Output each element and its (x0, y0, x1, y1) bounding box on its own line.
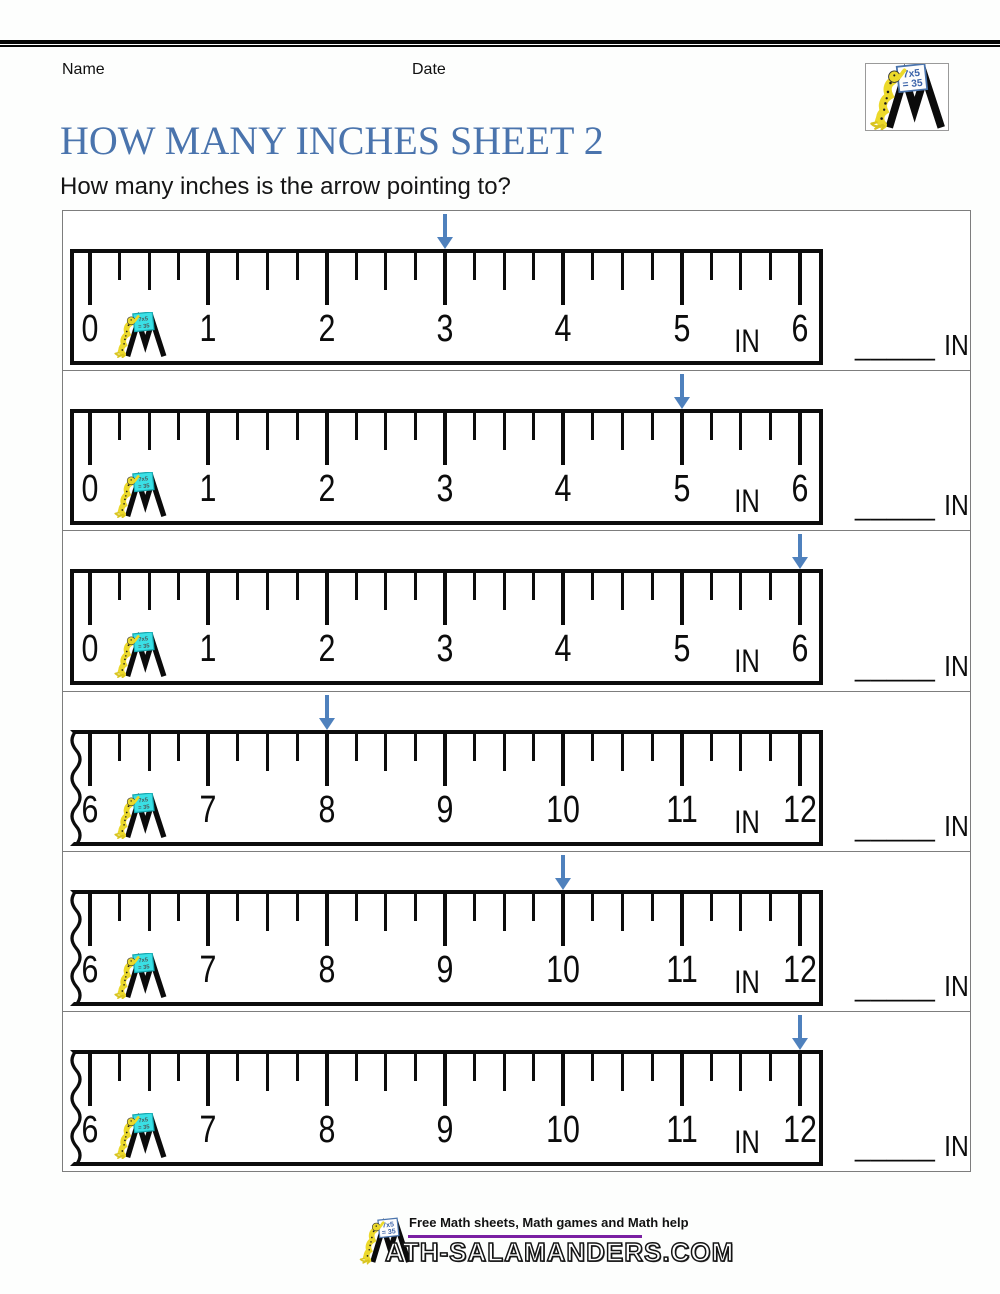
arrow-down-icon (792, 1015, 808, 1050)
tick-inch (680, 253, 684, 305)
tick-inch (325, 894, 329, 946)
answer-blank-line: _____ (855, 1131, 936, 1163)
tick-half-inch (266, 253, 269, 290)
tick-half-inch (503, 1054, 506, 1091)
arrow-down-icon (319, 695, 335, 730)
tick-quarter-inch (296, 253, 299, 280)
tick-quarter-inch (591, 894, 594, 921)
tick-inch (561, 573, 565, 625)
tick-inch (88, 734, 92, 786)
answer-unit-label: IN (944, 650, 970, 683)
svg-text:7x5: 7x5 (381, 1221, 395, 1230)
ruler-number: 10 (546, 1108, 581, 1151)
tick-half-inch (266, 894, 269, 931)
tick-quarter-inch (651, 253, 654, 280)
tick-half-inch (739, 734, 742, 771)
ruler-number: 0 (81, 308, 99, 350)
answer-blank-line: _____ (855, 650, 936, 682)
tick-quarter-inch (355, 413, 358, 440)
answer-unit-label: IN (944, 970, 970, 1003)
page-subtitle: How many inches is the arrow pointing to? (60, 173, 511, 200)
answer-area (855, 970, 971, 1003)
tick-half-inch (503, 894, 506, 931)
tick-quarter-inch (177, 413, 180, 440)
tick-inch (325, 413, 329, 465)
tick-inch (206, 573, 210, 625)
ruler-number: 6 (791, 308, 809, 350)
ruler-number: 4 (554, 468, 572, 511)
tick-inch (443, 573, 447, 625)
ruler-unit-label: IN (734, 483, 760, 520)
tick-inch (680, 894, 684, 946)
tick-quarter-inch (710, 1054, 713, 1081)
tick-quarter-inch (355, 1054, 358, 1081)
tick-quarter-inch (236, 253, 239, 280)
ruler-number: 3 (436, 308, 454, 350)
tick-quarter-inch (591, 573, 594, 600)
arrow-stem (680, 374, 684, 397)
tick-quarter-inch (473, 894, 476, 921)
ruler (70, 569, 823, 685)
tick-quarter-inch (710, 894, 713, 921)
tick-inch (325, 253, 329, 305)
ruler-number: 11 (665, 788, 698, 831)
ruler-number: 8 (318, 1108, 336, 1151)
tick-inch (798, 253, 802, 305)
ruler-number: 12 (783, 948, 817, 991)
tick-quarter-inch (473, 1054, 476, 1081)
ruler-number: 9 (436, 788, 454, 831)
tick-inch (443, 1054, 447, 1106)
answer-unit-label: IN (944, 1131, 970, 1164)
tick-half-inch (148, 573, 151, 610)
tick-inch (88, 413, 92, 465)
ruler-unit-label: IN (734, 1123, 760, 1160)
tick-quarter-inch (296, 413, 299, 440)
tick-quarter-inch (118, 1054, 121, 1081)
tick-quarter-inch (473, 573, 476, 600)
tick-quarter-inch (769, 734, 772, 761)
tick-inch (443, 894, 447, 946)
tick-half-inch (384, 734, 387, 771)
answer-area (855, 810, 971, 843)
ruler (70, 730, 823, 846)
worksheet-body (62, 210, 971, 1172)
tick-quarter-inch (651, 734, 654, 761)
svg-text:7x5: 7x5 (138, 796, 149, 804)
ruler-row (63, 371, 970, 531)
tick-inch (206, 894, 210, 946)
ruler-unit-label: IN (734, 643, 760, 680)
tick-inch (88, 1054, 92, 1106)
tick-quarter-inch (296, 894, 299, 921)
svg-text:= 35: = 35 (381, 1228, 397, 1237)
tick-quarter-inch (414, 1054, 417, 1081)
ruler (70, 1050, 823, 1166)
tick-quarter-inch (355, 894, 358, 921)
ruler-number: 5 (673, 628, 691, 671)
arrow-stem (443, 214, 447, 237)
ruler-number: 0 (81, 628, 99, 671)
ruler-row (63, 692, 970, 852)
tick-quarter-inch (591, 413, 594, 440)
arrow-head (319, 718, 335, 730)
tick-quarter-inch (769, 894, 772, 921)
tick-quarter-inch (236, 413, 239, 440)
salamander-logo-icon (110, 953, 170, 999)
tick-half-inch (621, 1054, 624, 1091)
tick-inch (88, 573, 92, 625)
tick-quarter-inch (591, 734, 594, 761)
tick-half-inch (384, 413, 387, 450)
tick-inch (798, 413, 802, 465)
tick-quarter-inch (532, 734, 535, 761)
svg-text:= 35: = 35 (138, 323, 150, 331)
svg-text:= 35: = 35 (138, 964, 150, 972)
ruler-number: 6 (81, 1108, 99, 1151)
ruler-number: 8 (318, 788, 336, 831)
ruler-number: 4 (554, 308, 572, 350)
tick-quarter-inch (769, 573, 772, 600)
answer-area (855, 650, 971, 683)
tick-quarter-inch (473, 734, 476, 761)
arrow-stem (798, 1015, 802, 1038)
tick-inch (88, 894, 92, 946)
tick-quarter-inch (177, 894, 180, 921)
arrow-head (437, 237, 453, 249)
tick-inch (561, 413, 565, 465)
ruler-number: 7 (199, 788, 217, 831)
tick-inch (561, 1054, 565, 1106)
ruler-number: 4 (554, 628, 572, 671)
svg-text:= 35: = 35 (138, 483, 150, 491)
ruler-row (63, 211, 970, 371)
ruler (70, 890, 823, 1006)
tick-quarter-inch (296, 1054, 299, 1081)
tick-half-inch (148, 734, 151, 771)
tick-half-inch (266, 573, 269, 610)
tick-inch (798, 1054, 802, 1106)
salamander-logo-icon (110, 793, 170, 839)
answer-unit-label: IN (944, 490, 970, 523)
ruler-number: 11 (665, 1108, 698, 1151)
svg-text:7x5: 7x5 (138, 957, 149, 965)
tick-quarter-inch (414, 573, 417, 600)
tick-inch (206, 734, 210, 786)
tick-quarter-inch (532, 253, 535, 280)
tick-inch (325, 1054, 329, 1106)
ruler-row (63, 1012, 970, 1171)
tick-half-inch (621, 573, 624, 610)
arrow-stem (798, 534, 802, 557)
ruler-row (63, 852, 970, 1012)
tick-inch (680, 1054, 684, 1106)
tick-half-inch (503, 413, 506, 450)
tick-quarter-inch (769, 253, 772, 280)
tick-half-inch (739, 413, 742, 450)
tick-inch (680, 573, 684, 625)
page-title: HOW MANY INCHES SHEET 2 (60, 118, 604, 163)
tick-inch (561, 734, 565, 786)
top-rule-thick (0, 40, 1000, 44)
ruler-number: 7 (199, 1108, 217, 1151)
tick-quarter-inch (355, 253, 358, 280)
ruler-number: 12 (783, 788, 817, 831)
ruler-number: 9 (436, 1108, 454, 1151)
arrow-down-icon (437, 214, 453, 249)
tick-half-inch (503, 734, 506, 771)
ruler-number: 2 (318, 628, 336, 671)
svg-text:= 35: = 35 (138, 1124, 150, 1132)
tick-quarter-inch (236, 894, 239, 921)
ruler-number: 3 (436, 628, 454, 671)
tick-half-inch (739, 1054, 742, 1091)
tick-quarter-inch (769, 1054, 772, 1081)
tick-quarter-inch (532, 1054, 535, 1081)
svg-text:7x5: 7x5 (902, 67, 921, 81)
ruler-number: 5 (673, 468, 691, 511)
tick-quarter-inch (651, 573, 654, 600)
tick-quarter-inch (118, 253, 121, 280)
footer (0, 1200, 1000, 1290)
tick-half-inch (503, 573, 506, 610)
tick-half-inch (148, 1054, 151, 1091)
tick-inch (443, 253, 447, 305)
svg-text:7x5: 7x5 (138, 636, 149, 644)
tick-half-inch (621, 734, 624, 771)
ruler-number: 5 (673, 308, 691, 350)
ruler-number: 10 (546, 948, 581, 991)
tick-half-inch (266, 413, 269, 450)
tick-inch (443, 734, 447, 786)
tick-inch (206, 253, 210, 305)
salamander-logo-icon (110, 312, 170, 358)
torn-edge-squiggle (66, 1050, 84, 1166)
tick-quarter-inch (591, 1054, 594, 1081)
tick-half-inch (266, 1054, 269, 1091)
tick-quarter-inch (236, 573, 239, 600)
tick-half-inch (384, 1054, 387, 1091)
ruler-number: 3 (436, 468, 454, 511)
tick-quarter-inch (769, 413, 772, 440)
tick-quarter-inch (532, 573, 535, 600)
ruler-number: 6 (81, 948, 99, 991)
tick-quarter-inch (710, 253, 713, 280)
salamander-logo-icon (110, 1113, 170, 1159)
tick-quarter-inch (177, 1054, 180, 1081)
torn-edge-squiggle (66, 890, 84, 1006)
tick-half-inch (739, 573, 742, 610)
tick-quarter-inch (414, 413, 417, 440)
ruler-number: 1 (199, 308, 217, 350)
tick-inch (325, 734, 329, 786)
tick-quarter-inch (296, 573, 299, 600)
arrow-stem (325, 695, 329, 718)
arrow-head (674, 397, 690, 409)
ruler-unit-label: IN (734, 963, 760, 1000)
answer-area (855, 1133, 971, 1162)
tick-half-inch (621, 253, 624, 290)
arrow-head (555, 878, 571, 890)
ruler-number: 1 (199, 468, 217, 511)
tick-quarter-inch (473, 253, 476, 280)
arrow-head (792, 1038, 808, 1050)
tick-quarter-inch (118, 894, 121, 921)
tick-quarter-inch (177, 734, 180, 761)
tick-quarter-inch (651, 894, 654, 921)
tick-quarter-inch (414, 894, 417, 921)
salamander-logo-icon (110, 472, 170, 518)
ruler-number: 6 (791, 468, 809, 511)
tick-quarter-inch (651, 413, 654, 440)
ruler (70, 249, 823, 365)
tick-inch (325, 573, 329, 625)
tick-half-inch (621, 894, 624, 931)
ruler-number: 1 (199, 628, 217, 671)
ruler-number: 10 (546, 788, 581, 831)
arrow-head (792, 557, 808, 569)
tick-quarter-inch (532, 894, 535, 921)
tick-half-inch (384, 573, 387, 610)
svg-text:7x5: 7x5 (138, 316, 149, 324)
svg-text:7x5: 7x5 (138, 1117, 149, 1125)
tick-quarter-inch (296, 734, 299, 761)
svg-text:7x5: 7x5 (138, 476, 149, 484)
svg-text:= 35: = 35 (138, 643, 150, 651)
tick-inch (680, 734, 684, 786)
answer-blank-line: _____ (855, 970, 936, 1002)
arrow-down-icon (792, 534, 808, 569)
arrow-down-icon (555, 855, 571, 890)
tick-inch (206, 1054, 210, 1106)
tick-quarter-inch (236, 734, 239, 761)
ruler-unit-label: IN (734, 323, 760, 359)
ruler-number: 9 (436, 948, 454, 991)
tick-quarter-inch (414, 734, 417, 761)
tick-inch (561, 894, 565, 946)
tick-quarter-inch (710, 573, 713, 600)
ruler-number: 7 (199, 948, 217, 991)
tick-inch (798, 894, 802, 946)
tick-inch (680, 413, 684, 465)
footer-site-text: ATH-SALAMANDERS.COM (385, 1237, 735, 1267)
torn-edge-squiggle (66, 730, 84, 846)
tick-quarter-inch (591, 253, 594, 280)
ruler-number: 2 (318, 468, 336, 511)
tick-half-inch (148, 413, 151, 450)
ruler-number: 6 (81, 788, 99, 831)
answer-blank-line: _____ (855, 330, 936, 362)
tick-inch (443, 413, 447, 465)
tick-half-inch (384, 894, 387, 931)
ruler-number: 8 (318, 948, 336, 991)
tick-inch (561, 253, 565, 305)
name-label: Name (62, 61, 105, 78)
ruler-number: 0 (81, 468, 99, 511)
tick-half-inch (148, 894, 151, 931)
ruler-number: 12 (783, 1108, 817, 1151)
tick-inch (88, 253, 92, 305)
tick-quarter-inch (118, 734, 121, 761)
answer-blank-line: _____ (855, 490, 936, 522)
arrow-stem (561, 855, 565, 878)
tick-half-inch (503, 253, 506, 290)
tick-inch (798, 734, 802, 786)
ruler (70, 409, 823, 525)
answer-unit-label: IN (944, 330, 970, 363)
tick-quarter-inch (236, 1054, 239, 1081)
tick-half-inch (266, 734, 269, 771)
tick-quarter-inch (710, 734, 713, 761)
tick-quarter-inch (414, 253, 417, 280)
tick-quarter-inch (355, 734, 358, 761)
tick-quarter-inch (710, 413, 713, 440)
tick-quarter-inch (473, 413, 476, 440)
top-rule-thin (0, 45, 1000, 47)
answer-area (855, 332, 971, 361)
tick-quarter-inch (355, 573, 358, 600)
ruler-number: 2 (318, 308, 336, 350)
ruler-number: 6 (791, 628, 809, 671)
footer-tagline: Free Math sheets, Math games and Math help (409, 1215, 689, 1230)
tick-half-inch (148, 253, 151, 290)
tick-inch (206, 413, 210, 465)
svg-text:= 35: = 35 (902, 77, 924, 91)
arrow-down-icon (674, 374, 690, 409)
tick-quarter-inch (532, 413, 535, 440)
salamander-logo-icon (865, 63, 949, 131)
date-label: Date (412, 61, 446, 78)
tick-half-inch (621, 413, 624, 450)
ruler-row (63, 531, 970, 691)
tick-quarter-inch (118, 413, 121, 440)
tick-quarter-inch (177, 573, 180, 600)
answer-blank-line: _____ (855, 810, 936, 842)
tick-quarter-inch (118, 573, 121, 600)
tick-half-inch (739, 253, 742, 290)
svg-text:= 35: = 35 (138, 803, 150, 811)
tick-inch (798, 573, 802, 625)
answer-area (855, 492, 971, 521)
tick-quarter-inch (651, 1054, 654, 1081)
tick-half-inch (384, 253, 387, 290)
ruler-number: 11 (665, 948, 698, 991)
salamander-logo-icon (110, 632, 170, 678)
answer-unit-label: IN (944, 810, 970, 843)
ruler-unit-label: IN (734, 803, 760, 840)
tick-half-inch (739, 894, 742, 931)
tick-quarter-inch (177, 253, 180, 280)
